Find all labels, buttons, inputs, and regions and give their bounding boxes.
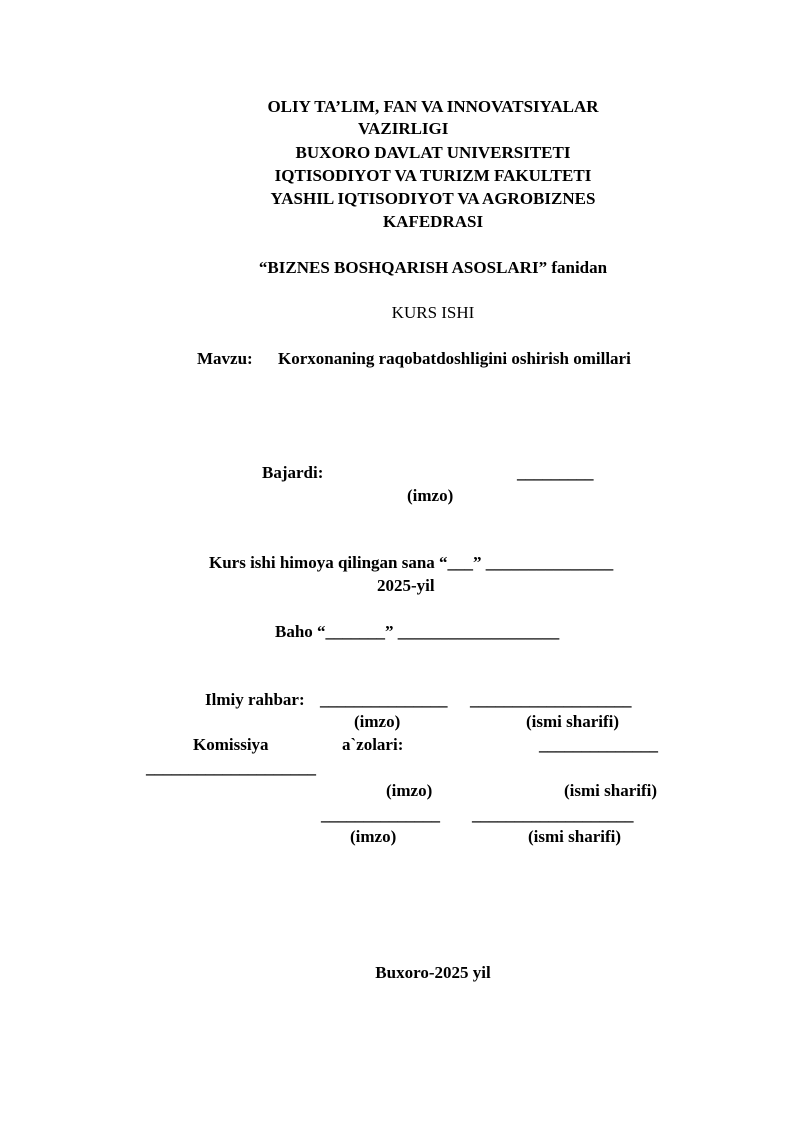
performer-label: Bajardi: bbox=[262, 463, 324, 482]
supervisor-label: Ilmiy rahbar: bbox=[205, 690, 305, 709]
defense-year: 2025-yil bbox=[377, 576, 435, 595]
header-line-ministry: OLIY TA’LIM, FAN VA INNOVATSIYALAR bbox=[267, 97, 599, 116]
commission-name-caption-2: (ismi sharifi) bbox=[528, 827, 622, 846]
performer-signature-caption: (imzo) bbox=[407, 486, 454, 505]
commission-name-line-2: ___________________ bbox=[472, 805, 634, 824]
header-line-department-cont: KAFEDRASI bbox=[382, 212, 484, 231]
supervisor-signature-caption: (imzo) bbox=[354, 712, 401, 731]
commission-members-label: a`zolari: bbox=[342, 735, 404, 754]
commission-label: Komissiya bbox=[193, 735, 269, 754]
document-type: KURS ISHI bbox=[391, 303, 475, 322]
supervisor-name-line: ___________________ bbox=[470, 690, 632, 709]
header-line-department: YASHIL IQTISODIYOT VA AGROBIZNES bbox=[270, 189, 596, 208]
topic-label: Mavzu: bbox=[197, 349, 253, 368]
footer-place-year: Buxoro-2025 yil bbox=[375, 963, 491, 982]
defense-date-line: Kurs ishi himoya qilingan sana “___” _______________ bbox=[209, 553, 614, 572]
commission-signature-line-2: ______________ bbox=[321, 805, 440, 824]
header-line-ministry-cont: VAZIRLIGI bbox=[358, 119, 449, 138]
commission-signature-caption-2: (imzo) bbox=[350, 827, 397, 846]
commission-line-left: ____________________ bbox=[146, 758, 316, 777]
topic-value: Korxonaning raqobatdoshligini oshirish omillari bbox=[278, 349, 631, 368]
commission-line-right: ______________ bbox=[539, 735, 658, 754]
commission-signature-caption-1: (imzo) bbox=[386, 781, 433, 800]
subject-line: “BIZNES BOSHQARISH ASOSLARI” fanidan bbox=[258, 258, 608, 277]
supervisor-signature-line: _______________ bbox=[320, 690, 448, 709]
commission-name-caption-1: (ismi sharifi) bbox=[564, 781, 658, 800]
supervisor-name-caption: (ismi sharifi) bbox=[526, 712, 620, 731]
header-line-faculty: IQTISODIYOT VA TURIZM FAKULTETI bbox=[274, 166, 592, 185]
performer-signature-line: _________ bbox=[517, 463, 594, 482]
grade-line: Baho “_______” ___________________ bbox=[275, 622, 560, 641]
header-line-university: BUXORO DAVLAT UNIVERSITETI bbox=[295, 143, 571, 162]
